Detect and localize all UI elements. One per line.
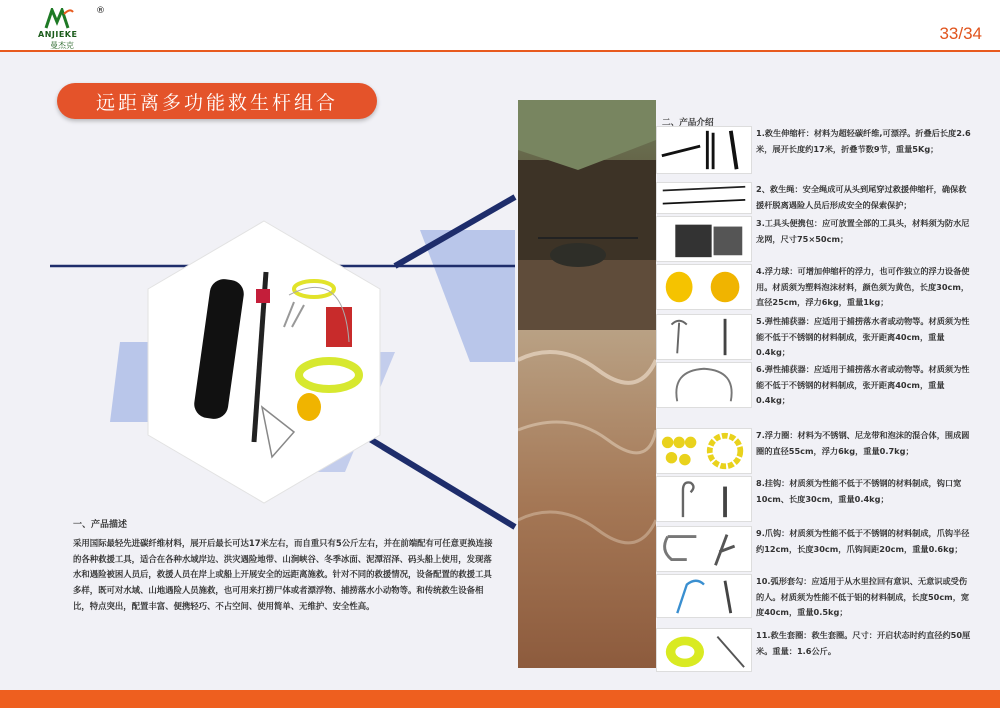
hook-icon — [656, 476, 752, 522]
float-ring-icon — [656, 428, 752, 474]
product-item — [656, 628, 976, 674]
product-item — [656, 314, 976, 362]
item-text: 9.爪钩：材质须为性能不低于不锈钢的材料制成，爪钩半径约12cm，长度30cm，爪钩间距20cm，重量0.6kg； — [756, 528, 970, 554]
rescue-scene-photo — [518, 100, 656, 668]
item-text: 5.弹性捕获器：应适用于捕捞落水者或动物等。材质须为性能不低于不锈钢的材料制成，张开距离40cm，重量0.4kg； — [756, 316, 970, 357]
description-body: 采用国际最轻先进碳纤维材料，展开后最长可达17米左右，而自重只有5公斤左右，并在前端配有可任意更换连接的各种救援工具，适合在各种水域岸边、洪灾遇险地带、山涧峡谷、冬季冰面、泥潭沼泽、码头船上使用，发现落水和遇险被困人员后，救援人员在岸上或船上开展安全的远距离施救。针对不同的救援情况，设备配置的救援工具多样，既可对水域、山地遇险人员施救，也可用来打捞尸体或者漂浮物、捕捞落水小动物等。和传统救生设备相比，特点突出，配置丰富、便携轻巧、不占空间、使用简单、无维护、安全性高。 — [73, 537, 493, 611]
page-number: 33/34 — [939, 24, 982, 43]
brand-logo-icon — [44, 8, 74, 30]
page-content — [0, 52, 1000, 692]
arc-hook-icon — [656, 574, 752, 618]
brand-logo — [38, 6, 105, 50]
product-item — [656, 362, 976, 410]
item-text: 6.弹性捕获器：应适用于捕捞落水者或动物等。材质须为性能不低于不锈钢的材料制成，张开距离40cm，重量0.4kg； — [756, 364, 970, 405]
page-title: 远距离多功能救生杆组合 — [57, 83, 377, 119]
brand-name-en: ANJIEKE — [38, 30, 78, 39]
product-item — [656, 264, 976, 312]
red-pouch-icon — [326, 307, 352, 347]
item-text: 8.挂钩：材质须为性能不低于不锈钢的材料制成，钩口宽10cm、长度30cm，重量0.4kg； — [756, 478, 962, 504]
item-text: 10.弧形套勾：应适用于从水里拉回有意识、无意识或受伤的人。材质须为性能不低于铝的材料制成，长度50cm，宽度40cm，重量0.5kg； — [756, 576, 970, 617]
item-text: 1.救生伸缩杆：材料为超轻碳纤维,可漂浮。折叠后长度2.6米，展开长度约17米，折叠节数9节，重量5Kg； — [756, 128, 971, 154]
product-item — [656, 216, 976, 266]
product-item — [656, 126, 976, 178]
product-item — [656, 476, 976, 524]
item-text: 11.救生套圈：救生套圈。尺寸：开启状态时约直径约50厘米。重量：1.6公斤。 — [756, 630, 971, 656]
life-ring-icon — [656, 628, 752, 672]
wire-loop-icon — [656, 362, 752, 408]
elastic-catcher-icon — [656, 314, 752, 360]
product-item — [656, 574, 976, 620]
rescue-rope-icon — [656, 182, 752, 214]
product-description — [73, 518, 493, 615]
light-blue-shape-right — [420, 230, 515, 362]
product-item — [656, 182, 976, 216]
item-text: 2、救生绳：安全绳成可从头到尾穿过救援伸缩杆，确保救援杆脱离遇险人员后形成安全的保索保护； — [756, 184, 967, 210]
registered-mark: ® — [96, 6, 105, 16]
item-text: 7.浮力圈：材料为不锈钢、尼龙带和泡沫的混合体，围成圆圈的直径55cm，浮力6kg，重量0.7kg； — [756, 430, 970, 456]
product-item — [656, 526, 976, 574]
carry-bag-icon — [656, 216, 752, 262]
buoy-ball-icon — [656, 264, 752, 310]
brand-name-cn: 曼杰克 — [50, 41, 74, 50]
item-text: 3.工具头便携包：应可放置全部的工具头，材料须为防水尼龙网，尺寸75×50cm； — [756, 218, 970, 244]
page-header — [0, 0, 1000, 52]
description-heading: 一、产品描述 — [73, 520, 128, 530]
product-item — [656, 428, 976, 476]
item-text: 4.浮力球：可增加伸缩杆的浮力，也可作独立的浮力设备使用。材质须为塑料泡沫材料，颜色须为黄色，长度30cm，直径25cm，浮力6kg，重量1kg； — [756, 266, 970, 307]
footer-bar — [0, 690, 1000, 708]
buoy-ball-icon — [297, 393, 321, 421]
helicopter-icon — [550, 243, 606, 267]
telescopic-pole-icon — [656, 126, 752, 174]
claw-hook-icon — [656, 526, 752, 572]
intro-heading: 二、产品介绍 — [662, 118, 714, 128]
product-photo — [144, 217, 384, 507]
